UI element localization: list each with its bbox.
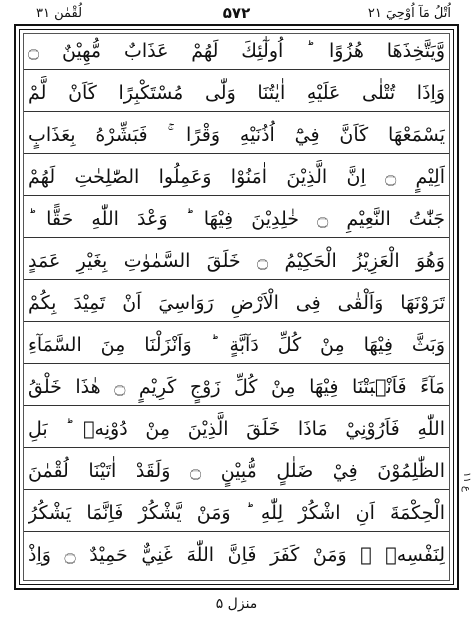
line-text: اَلِيْمٍ ۝ اِنَّ الَّذِيْنَ اٰمَنُوْا وَعَمِلُوا الصّٰلِحٰتِ لَهُمْ xyxy=(28,166,445,188)
text-line xyxy=(24,34,449,70)
line-rule xyxy=(24,447,449,448)
text-line xyxy=(24,454,449,490)
para-name: اُتْلُ مَآ اُوْحِيَ ۲۱ xyxy=(367,6,451,21)
text-line xyxy=(24,538,449,574)
line-text: الْحِكْمَةَ اَنِ اشْكُرْ لِلّٰهِ ؕ وَمَنْ يَّشْكُرْ فَاِنَّمَا يَشْكُرُ xyxy=(28,502,445,524)
line-text: يَسْمَعْهَا كَاَنَّ فِيْٓ اُذُنَيْهِ وَقْرًا ۚ فَبَشِّرْهُ بِعَذَابٍ xyxy=(28,124,445,146)
line-rule xyxy=(24,489,449,490)
line-rule xyxy=(24,153,449,154)
text-line xyxy=(24,202,449,238)
text-line xyxy=(24,244,449,280)
line-rule xyxy=(24,195,449,196)
line-text: الظّٰلِمُوْنَ فِيْ ضَلٰلٍ مُّبِيْنٍ ۝ وَلَقَدْ اٰتَيْنَا لُقْمٰنَ xyxy=(28,460,445,482)
page-number: ۵۷۲ xyxy=(222,4,251,22)
text-block xyxy=(24,34,449,584)
line-text: وَبَثَّ فِيْهَا مِنْ كُلِّ دَآبَّةٍ ؕ وَاَنْزَلْنَا مِنَ السَّمَآءِ xyxy=(28,334,445,356)
line-text: لِنَفْسِهٖ ۚ وَمَنْ كَفَرَ فَاِنَّ اللّٰهَ غَنِيٌّ حَمِيْدٌ ۝ وَاِذْ xyxy=(28,544,445,566)
line-text: مَآءً فَاَنْۢبَتْنَا فِيْهَا مِنْ كُلِّ زَوْجٍ كَرِيْمٍ ۝ هٰذَا خَلْقُ xyxy=(28,376,445,398)
line-text: جَنّٰتُ النَّعِيْمِ ۝ خٰلِدِيْنَ فِيْهَا ؕ وَعْدَ اللّٰهِ حَقًّا ؕ xyxy=(28,208,445,230)
page-header xyxy=(14,4,459,26)
line-text: وَهُوَ الْعَزِيْزُ الْحَكِيْمُ ۝ خَلَقَ السَّمٰوٰتِ بِغَيْرِ عَمَدٍ xyxy=(28,250,445,272)
line-text: وَاِذَا تُتْلٰى عَلَيْهِ اٰيٰتُنَا وَلّٰى مُسْتَكْبِرًا كَاَنْ لَّمْ xyxy=(28,82,445,104)
line-text: اللّٰهِ فَاَرُوْنِيْ مَاذَا خَلَقَ الَّذِيْنَ مِنْ دُوْنِهٖ ؕ بَلِ xyxy=(28,418,445,440)
line-rule xyxy=(24,279,449,280)
line-rule xyxy=(24,69,449,70)
line-rule xyxy=(24,111,449,112)
text-line xyxy=(24,118,449,154)
line-rule xyxy=(24,405,449,406)
text-line xyxy=(24,496,449,532)
text-line xyxy=(24,160,449,196)
text-line xyxy=(24,76,449,112)
line-rule xyxy=(24,531,449,532)
line-text: تَرَوْنَهَا وَاَلْقٰى فِى الْاَرْضِ رَوَاسِيَ اَنْ تَمِيْدَ بِكُمْ xyxy=(28,292,445,314)
surah-name: لُقْمٰن ۳۱ xyxy=(36,6,83,21)
line-text: وَّيَتَّخِذَهَا هُزُوًا ؕ اُولٰٓئِكَ لَهُمْ عَذَابٌ مُّهِيْنٌ ۝ xyxy=(28,40,445,62)
manzil-footer: منزل ۵ xyxy=(215,596,258,612)
line-rule xyxy=(24,321,449,322)
ruku-marker xyxy=(461,472,471,520)
line-rule xyxy=(24,237,449,238)
text-line xyxy=(24,286,449,322)
text-line xyxy=(24,370,449,406)
line-rule xyxy=(24,363,449,364)
text-line xyxy=(24,328,449,364)
text-line xyxy=(24,412,449,448)
ruku-marker-text: ع ۱۱ xyxy=(461,472,472,492)
